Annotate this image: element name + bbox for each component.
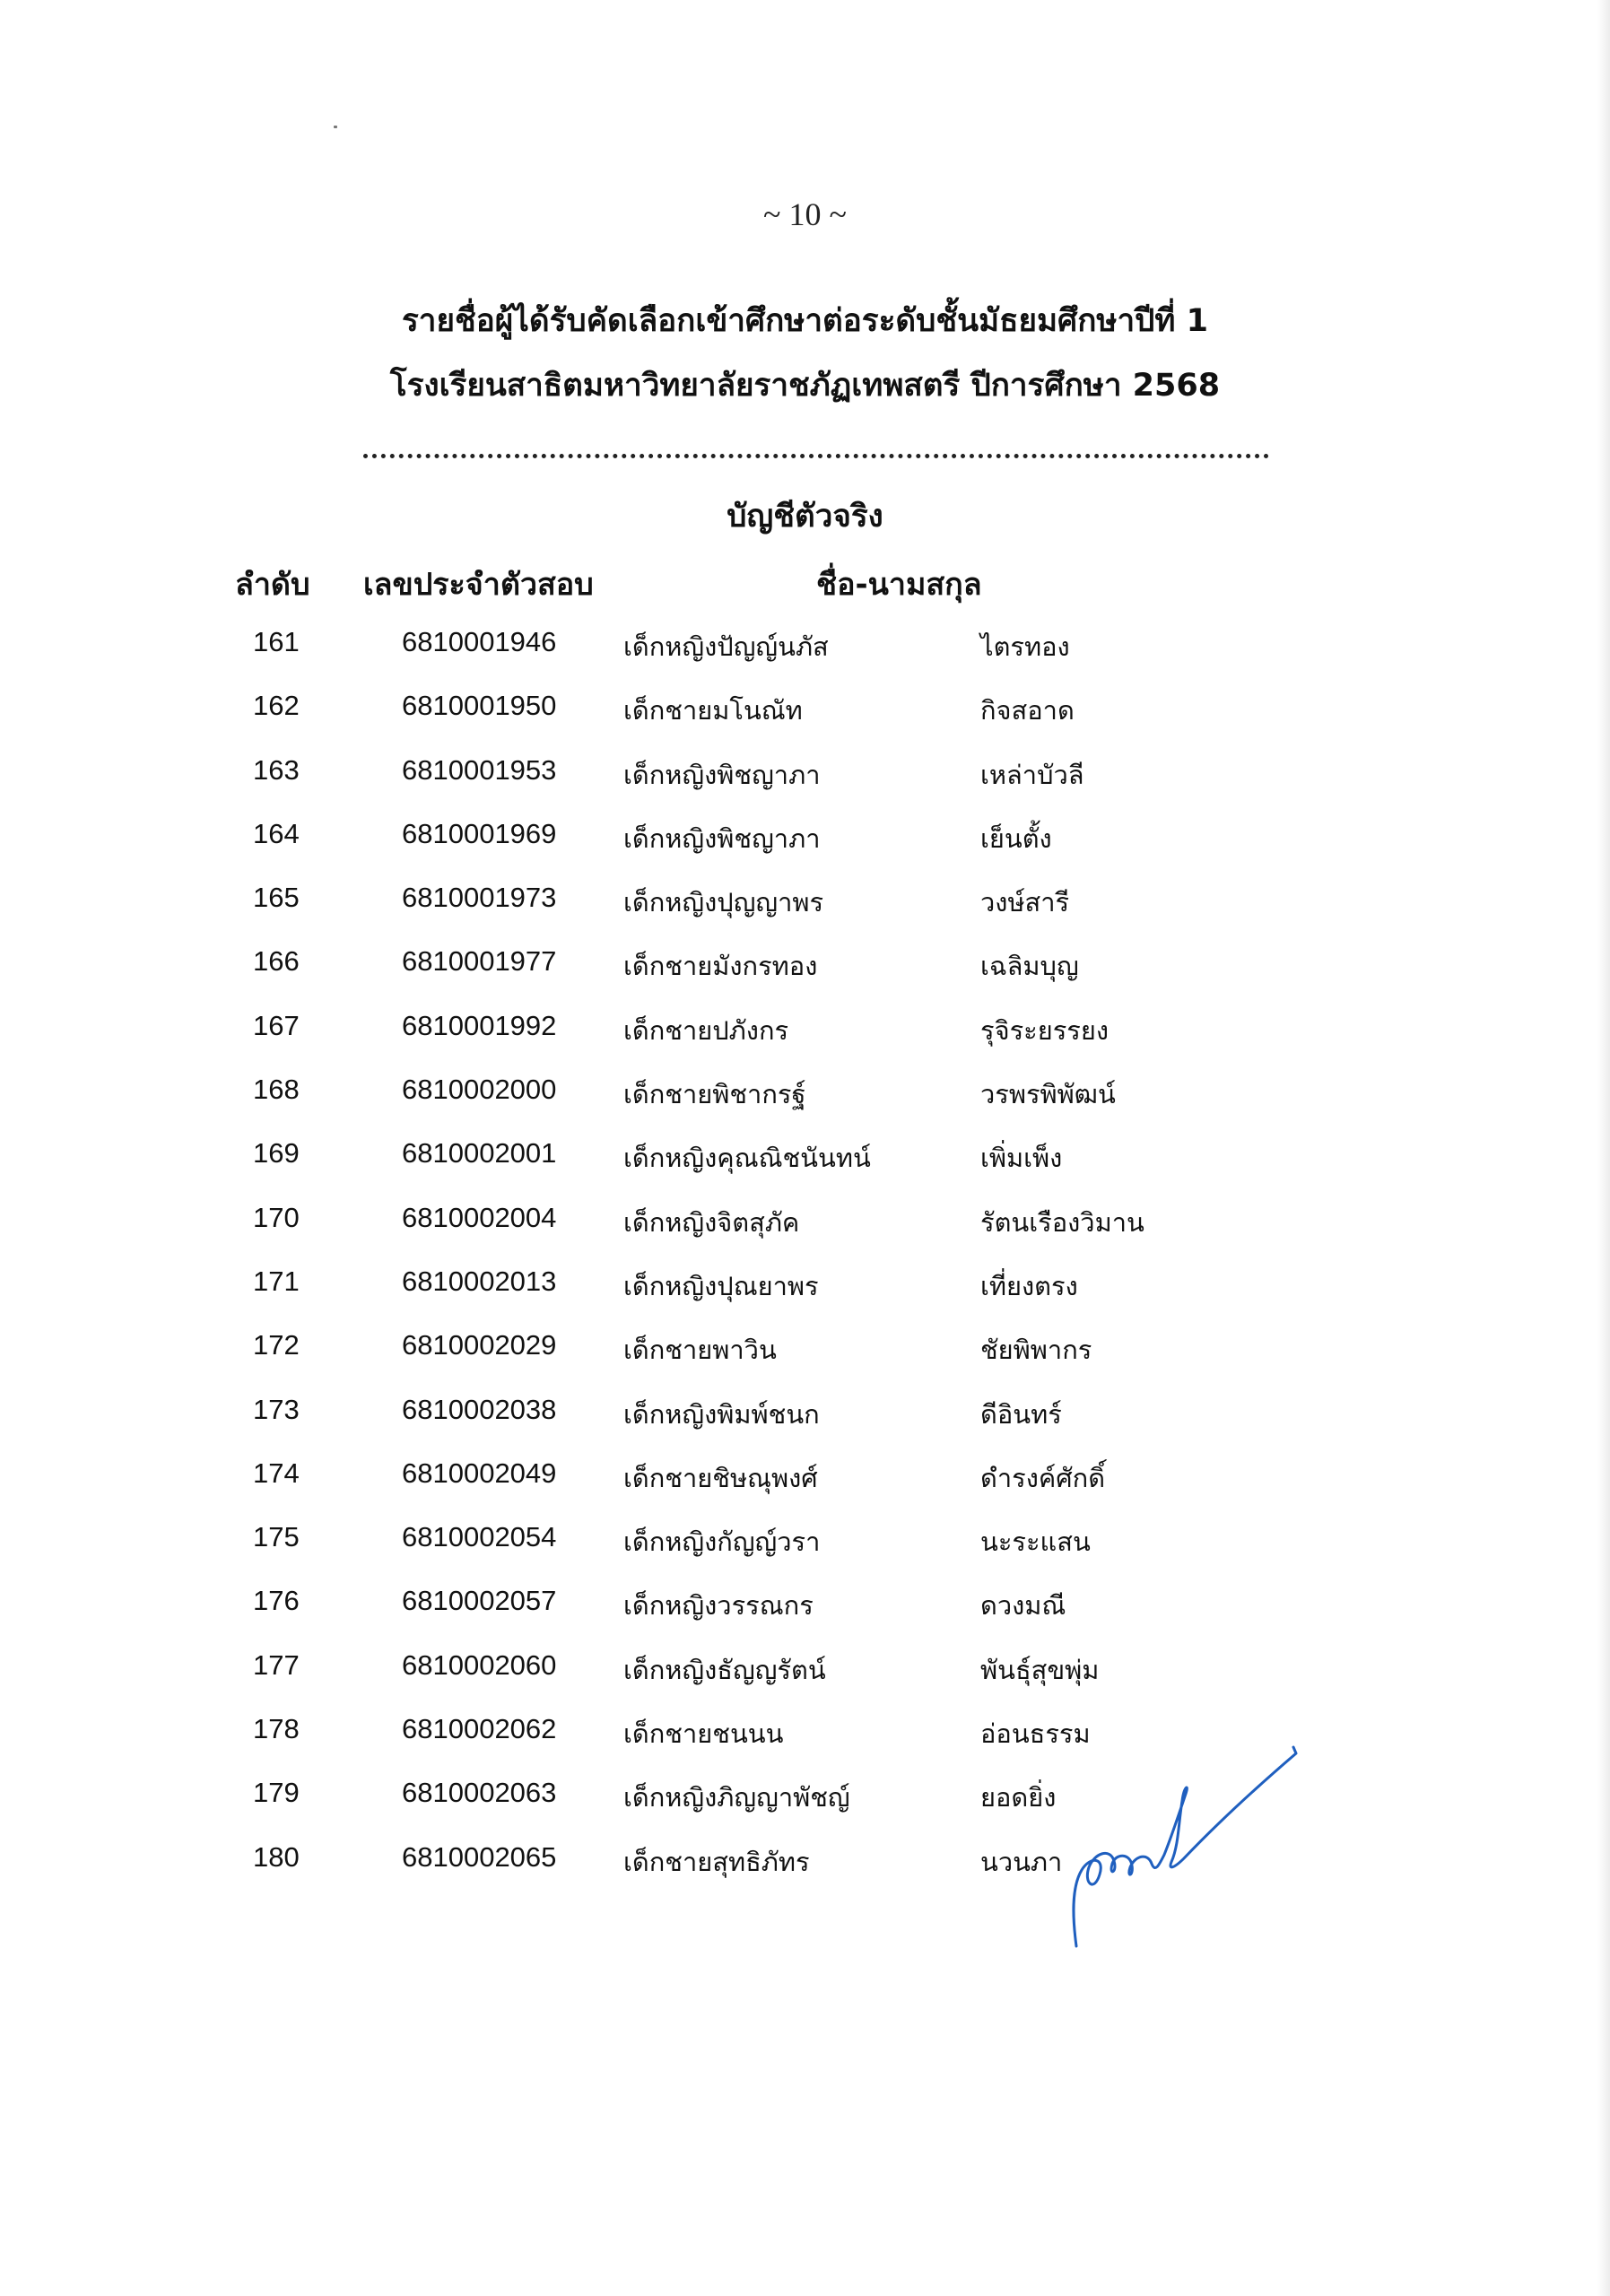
row-first-name: เด็กหญิงปัญญ์นภัส (623, 631, 829, 662)
table-row (0, 811, 1610, 874)
row-last-name: ดวงมณี (980, 1590, 1066, 1622)
row-last-name: กิจสอาด (980, 695, 1075, 726)
row-exam-id: 6810001992 (402, 1009, 557, 1041)
row-last-name: วงษ์สารี (980, 887, 1070, 918)
table-row (0, 619, 1610, 683)
row-first-name: เด็กชายชิษณุพงศ์ (623, 1462, 818, 1493)
row-exam-id: 6810002001 (402, 1137, 557, 1170)
row-order: 168 (253, 1074, 300, 1106)
row-order: 162 (253, 690, 300, 722)
row-first-name: เด็กชายพาวิน (623, 1335, 777, 1366)
row-exam-id: 6810001969 (402, 817, 557, 849)
table-row (0, 1322, 1610, 1386)
row-first-name: เด็กชายปภังกร (623, 1014, 789, 1046)
row-exam-id: 6810002060 (402, 1648, 557, 1681)
table-row (0, 1450, 1610, 1514)
signature (1058, 1695, 1301, 1955)
row-last-name: วรพรพิพัฒน์ (980, 1079, 1116, 1110)
row-order: 170 (253, 1201, 300, 1233)
row-exam-id: 6810002029 (402, 1329, 557, 1361)
row-first-name: เด็กชายมังกรทอง (623, 951, 818, 982)
page-number: ~ 10 ~ (763, 196, 847, 232)
row-exam-id: 6810001946 (402, 626, 557, 657)
row-last-name: ดำรงค์ศักดิ์ (980, 1462, 1106, 1493)
row-order: 161 (253, 626, 300, 657)
row-exam-id: 6810002065 (402, 1840, 557, 1873)
row-last-name: รัตนเรืองวิมาน (980, 1206, 1144, 1238)
row-last-name: เหล่าบัวลี (980, 759, 1084, 790)
scan-speck (334, 126, 337, 128)
row-last-name: เที่ยงตรง (980, 1270, 1078, 1301)
row-exam-id: 6810001977 (402, 945, 557, 978)
row-last-name: ชัยพิพากร (980, 1335, 1092, 1366)
row-first-name: เด็กหญิงพิชญาภา (623, 759, 821, 790)
row-first-name: เด็กชายสุทธิภัทร (623, 1846, 810, 1877)
dotted-divider (363, 454, 1269, 458)
table-row (0, 1514, 1610, 1578)
table-row (0, 1258, 1610, 1322)
row-last-name: ดีอินทร์ (980, 1398, 1062, 1430)
table-row (0, 1387, 1610, 1450)
row-first-name: เด็กชายชนนน (623, 1718, 784, 1750)
header-exam-id: เลขประจำตัวสอบ (363, 567, 594, 603)
document-title-line-1: รายชื่อผู้ได้รับคัดเลือกเข้าศึกษาต่อระดับชั้นมัธยมศึกษาปีที่ 1 (402, 303, 1208, 339)
row-first-name: เด็กหญิงพิชญาภา (623, 822, 821, 854)
row-order: 165 (253, 882, 300, 914)
row-order: 179 (253, 1777, 300, 1809)
row-last-name: อ่อนธรรม (980, 1718, 1091, 1750)
table-row (0, 1706, 1610, 1770)
table-row (0, 683, 1610, 746)
row-exam-id: 6810002038 (402, 1393, 557, 1425)
row-order: 173 (253, 1393, 300, 1425)
row-exam-id: 6810002013 (402, 1265, 557, 1297)
row-last-name: นะระแสน (980, 1526, 1091, 1558)
row-first-name: เด็กชายพิชากรฐ์ (623, 1079, 806, 1110)
row-exam-id: 6810002054 (402, 1521, 557, 1553)
row-first-name: เด็กหญิงปุณยาพร (623, 1270, 819, 1301)
table-row (0, 938, 1610, 1002)
row-first-name: เด็กหญิงภิญญาพัชญ์ (623, 1782, 850, 1813)
row-order: 180 (253, 1840, 300, 1873)
row-order: 175 (253, 1521, 300, 1553)
table-row (0, 747, 1610, 811)
row-first-name: เด็กชายมโนณัท (623, 695, 803, 726)
table-row (0, 1834, 1610, 1898)
row-exam-id: 6810001973 (402, 882, 557, 914)
row-first-name: เด็กหญิงวรรณกร (623, 1590, 814, 1622)
row-order: 174 (253, 1457, 300, 1489)
table-row (0, 874, 1610, 938)
row-order: 177 (253, 1648, 300, 1681)
row-exam-id: 6810001953 (402, 753, 557, 786)
row-last-name: ยอดยิ่ง (980, 1782, 1057, 1813)
row-last-name: เพิ่มเพ็ง (980, 1143, 1063, 1174)
row-exam-id: 6810001950 (402, 690, 557, 722)
row-order: 169 (253, 1137, 300, 1170)
row-exam-id: 6810002057 (402, 1585, 557, 1617)
document-title-line-2: โรงเรียนสาธิตมหาวิทยาลัยราชภัฏเทพสตรี ปีการศึกษา 2568 (389, 368, 1221, 404)
row-last-name: พันธุ์สุขพุ่ม (980, 1654, 1100, 1685)
row-order: 164 (253, 817, 300, 849)
table-row (0, 1003, 1610, 1066)
row-last-name: เฉลิมบุญ (980, 951, 1079, 982)
table-row (0, 1642, 1610, 1706)
row-exam-id: 6810002000 (402, 1074, 557, 1106)
row-exam-id: 6810002004 (402, 1201, 557, 1233)
table-row (0, 1578, 1610, 1641)
row-order: 172 (253, 1329, 300, 1361)
table-row (0, 1195, 1610, 1258)
table-row (0, 1770, 1610, 1833)
row-first-name: เด็กหญิงพิมพ์ชนก (623, 1398, 820, 1430)
row-exam-id: 6810002062 (402, 1713, 557, 1745)
row-last-name: รุจิระยรรยง (980, 1014, 1110, 1046)
row-exam-id: 6810002049 (402, 1457, 557, 1489)
row-last-name: เย็นตั้ง (980, 822, 1052, 854)
row-first-name: เด็กหญิงจิตสุภัค (623, 1206, 800, 1238)
list-type-heading: บัญชีตัวจริง (727, 499, 883, 535)
row-order: 171 (253, 1265, 300, 1297)
row-order: 166 (253, 945, 300, 978)
row-order: 163 (253, 753, 300, 786)
row-first-name: เด็กหญิงกัญญ์วรา (623, 1526, 821, 1558)
row-order: 167 (253, 1009, 300, 1041)
row-last-name: นวนภา (980, 1846, 1063, 1877)
header-name: ชื่อ-นามสกุล (816, 567, 982, 603)
table-row (0, 1130, 1610, 1194)
row-exam-id: 6810002063 (402, 1777, 557, 1809)
row-order: 176 (253, 1585, 300, 1617)
header-order: ลำดับ (235, 567, 310, 603)
row-order: 178 (253, 1713, 300, 1745)
student-roster (0, 619, 1610, 1898)
table-row (0, 1066, 1610, 1130)
row-first-name: เด็กหญิงธัญญรัตน์ (623, 1654, 826, 1685)
row-first-name: เด็กหญิงคุณณิชนันทน์ (623, 1143, 871, 1174)
row-first-name: เด็กหญิงปุญญาพร (623, 887, 824, 918)
row-last-name: ไตรทอง (980, 631, 1070, 662)
